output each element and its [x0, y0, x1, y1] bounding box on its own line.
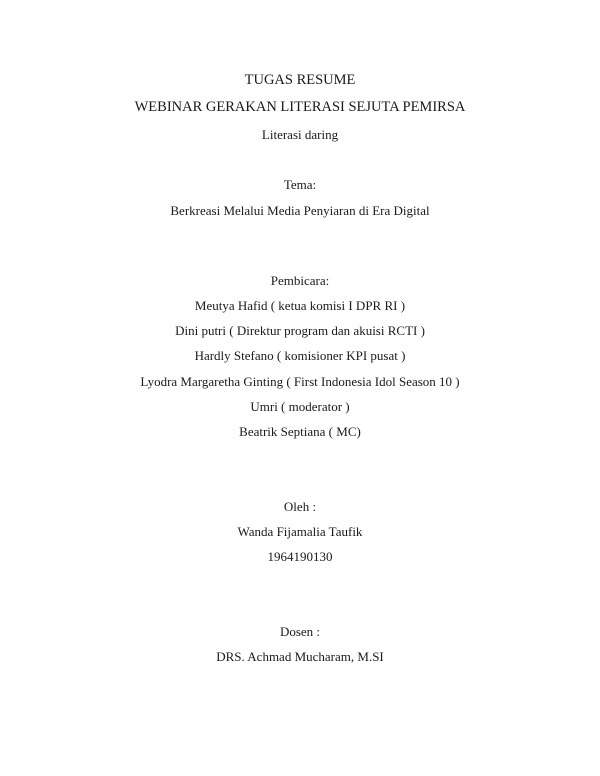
author-id: 1964190130	[267, 549, 333, 564]
lecturer-name: DRS. Achmad Mucharam, M.SI	[216, 649, 384, 664]
speakers-label: Pembicara:	[270, 273, 330, 288]
theme-label: Tema:	[283, 177, 317, 192]
speaker-item: Umri ( moderator )	[250, 399, 350, 414]
document-title: TUGAS RESUME	[244, 72, 356, 88]
author-label: Oleh :	[283, 499, 317, 514]
theme-value: Berkreasi Melalui Media Penyiaran di Era Digital	[170, 203, 430, 218]
author-name: Wanda Fijamalia Taufik	[237, 524, 363, 539]
speaker-item: Beatrik Septiana ( MC)	[239, 424, 361, 439]
speaker-item: Dini putri ( Direktur program dan akuisi RCTI )	[175, 323, 425, 338]
document-subtitle: WEBINAR GERAKAN LITERASI SEJUTA PEMIRSA	[134, 99, 466, 115]
lecturer-label: Dosen :	[279, 624, 321, 639]
speaker-item: Meutya Hafid ( ketua komisi I DPR RI )	[194, 298, 406, 313]
document-format: Literasi daring	[261, 127, 339, 142]
speaker-item: Lyodra Margaretha Ginting ( First Indonesia Idol Season 10 )	[140, 374, 460, 389]
speaker-item: Hardly Stefano ( komisioner KPI pusat )	[194, 348, 406, 363]
